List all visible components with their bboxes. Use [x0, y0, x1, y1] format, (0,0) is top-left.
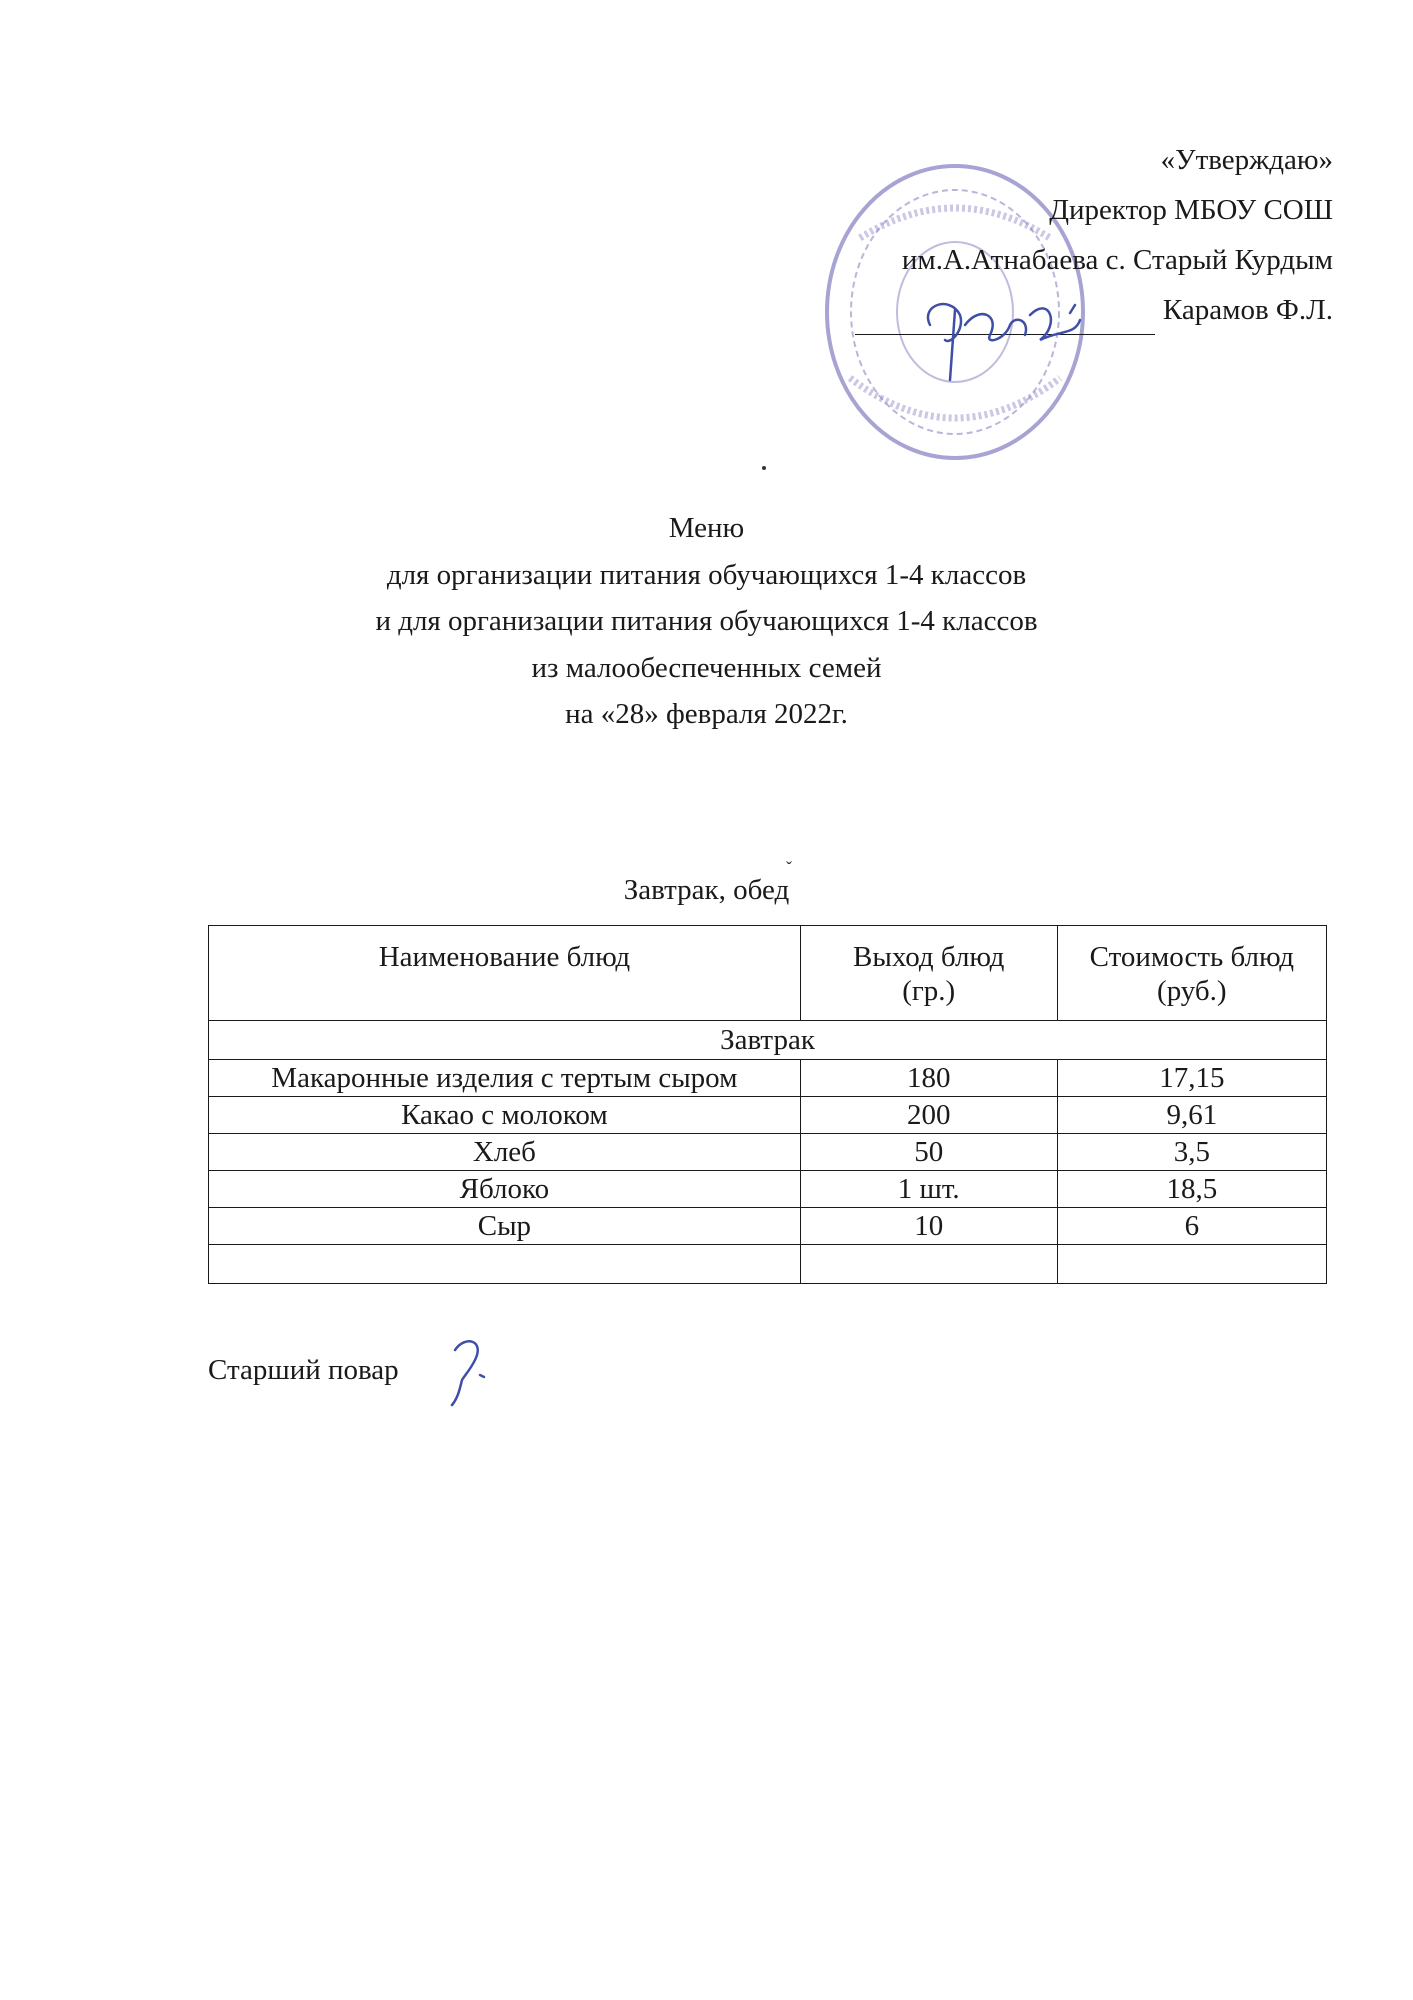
dish-name: Яблоко	[209, 1171, 801, 1208]
title-line-3: и для организации питания обучающихся 1-4 классов	[375, 605, 1038, 637]
approval-signer: Карамов Ф.Л.	[1162, 294, 1333, 326]
dish-name: Какао с молоком	[209, 1097, 801, 1134]
dish-cost: 3,5	[1057, 1134, 1326, 1171]
dish-cost: 9,61	[1057, 1097, 1326, 1134]
header-cost: Стоимость блюд (руб.)	[1057, 926, 1326, 1021]
dish-name: Хлеб	[209, 1134, 801, 1171]
empty-cell	[1057, 1245, 1326, 1284]
cook-signature	[440, 1330, 500, 1410]
dish-name: Сыр	[209, 1208, 801, 1245]
signature-line	[855, 300, 1155, 335]
dish-yield: 50	[800, 1134, 1057, 1171]
table-header-row	[209, 926, 1327, 1021]
header-dish-name: Наименование блюд	[209, 926, 801, 1021]
approval-block	[733, 135, 1333, 335]
section-title: Завтрак, обед	[623, 874, 790, 906]
table-empty-row	[209, 1245, 1327, 1284]
dish-yield: 1 шт.	[800, 1171, 1057, 1208]
title-line-1: Меню	[668, 512, 745, 544]
approval-heading: «Утверждаю»	[1160, 144, 1333, 176]
approval-position: Директор МБОУ СОШ	[1049, 194, 1333, 226]
header-yield: Выход блюд (гр.)	[800, 926, 1057, 1021]
table-row	[209, 1134, 1327, 1171]
dish-name: Макаронные изделия с тертым сыром	[209, 1060, 801, 1097]
approval-school: им.А.Атнабаева с. Старый Курдым	[901, 244, 1333, 276]
section-breakfast: Завтрак	[209, 1021, 1327, 1060]
empty-cell	[209, 1245, 801, 1284]
table-section-row	[209, 1021, 1327, 1060]
dish-cost: 6	[1057, 1208, 1326, 1245]
menu-table	[208, 925, 1327, 1284]
table-row	[209, 1060, 1327, 1097]
dish-cost: 17,15	[1057, 1060, 1326, 1097]
title-line-4: из малообеспеченных семей	[531, 651, 882, 684]
title-line-5: на «28» февраля 2022г.	[565, 698, 848, 730]
title-line-2: для организации питания обучающихся 1-4 классов	[386, 558, 1027, 591]
table-row	[209, 1171, 1327, 1208]
dish-cost: 18,5	[1057, 1171, 1326, 1208]
dish-yield: 200	[800, 1097, 1057, 1134]
dish-yield: 180	[800, 1060, 1057, 1097]
senior-cook-label: Старший повар	[208, 1354, 399, 1386]
approval-signature-row	[733, 285, 1333, 335]
empty-cell	[800, 1245, 1057, 1284]
table-row	[209, 1208, 1327, 1245]
table-row	[209, 1097, 1327, 1134]
title-block	[0, 505, 1413, 738]
dish-yield: 10	[800, 1208, 1057, 1245]
check-mark-icon: ˇ	[786, 858, 792, 878]
stray-dot	[762, 466, 766, 470]
